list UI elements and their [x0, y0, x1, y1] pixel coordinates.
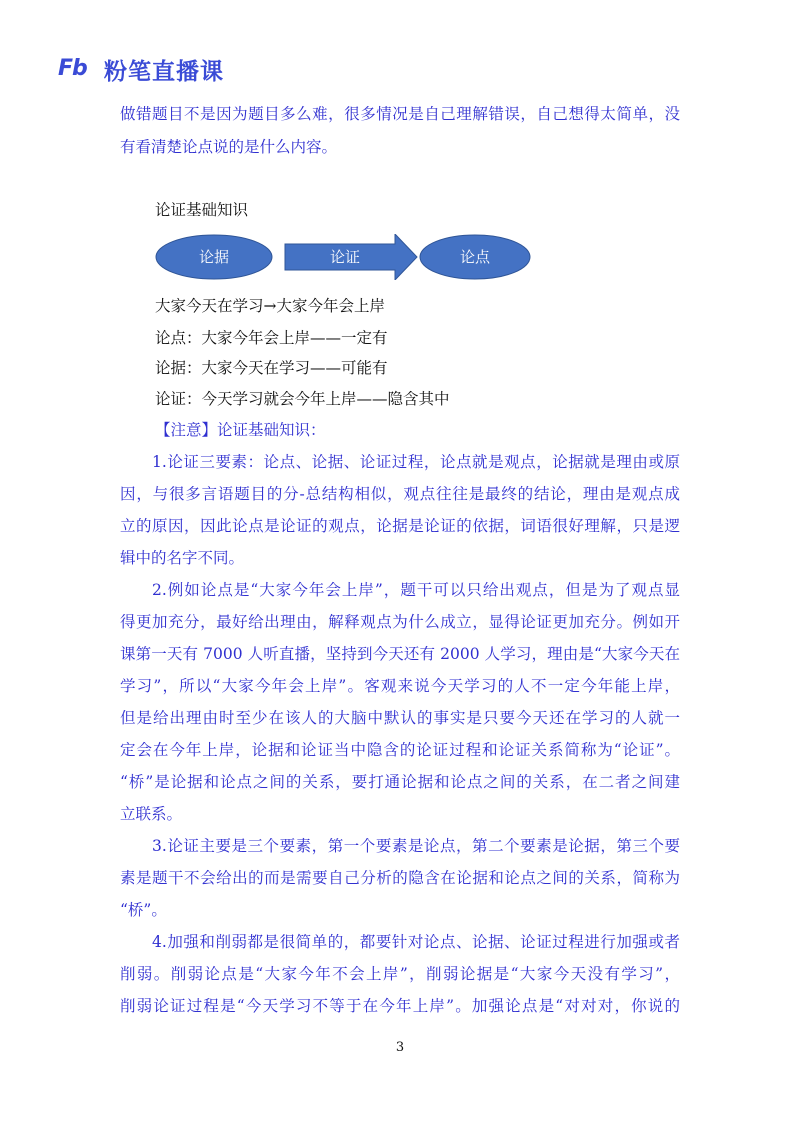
example-line: 论证：今天学习就会今年上岸——隐含其中 — [155, 390, 450, 408]
paragraph-line: 课第一天有 7000 人听直播，坚持到今天还有 2000 人学习，理由是“大家今天在 — [120, 645, 680, 663]
paragraph-line: 1.论证三要素：论点、论据、论证过程，论点就是观点，论据就是理由或原 — [152, 453, 680, 471]
paragraph-line: 但是给出理由时至少在该人的大脑中默认的事实是只要今天还在学习的人就一 — [120, 709, 680, 727]
paragraph-line: 2.例如论点是“大家今年会上岸”，题干可以只给出观点，但是为了观点显 — [152, 581, 680, 599]
paragraph-line: 定会在今年上岸，论据和论证当中隐含的论证过程和论证关系简称为“论证”。 — [120, 741, 680, 759]
paragraph-line: 4.加强和削弱都是很简单的，都要针对论点、论据、论证过程进行加强或者 — [152, 933, 680, 951]
evidence-label: 论据 — [198, 248, 230, 266]
paragraph-line: 3.论证主要是三个要素，第一个要素是论点，第二个要素是论据，第三个要 — [152, 837, 680, 855]
paragraph-line: “桥”。 — [120, 901, 167, 919]
paragraph-line: 削弱。削弱论点是“大家今年不会上岸”，削弱论据是“大家今天没有学习”， — [120, 965, 680, 983]
reasoning-label: 论证 — [329, 248, 361, 266]
page-number: 3 — [395, 1040, 405, 1055]
conclusion-label: 论点 — [459, 248, 491, 266]
logo-text: 粉笔直播课 — [104, 58, 224, 85]
paragraph-line: 立的原因，因此论点是论证的观点，论据是论证的依据，词语很好理解，只是逻 — [120, 517, 680, 535]
paragraph-line: 学习”，所以“大家今年会上岸”。客观来说今天学习的人不一定今年能上岸， — [120, 677, 680, 695]
logo — [58, 54, 224, 84]
intro-line: 有看清楚论点说的是什么内容。 — [120, 138, 338, 156]
paragraph-line: 削弱论证过程是“今天学习不等于在今年上岸”。加强论点是“对对对，你说的 — [120, 997, 680, 1015]
paragraph-line: “桥”是论据和论点之间的关系，要打通论据和论点之间的关系，在二者之间建 — [120, 773, 680, 791]
example-line: 论据：大家今天在学习——可能有 — [155, 359, 388, 377]
logo-mark-icon: Fb — [58, 56, 87, 81]
example-line: 大家今天在学习→大家今年会上岸 — [155, 297, 385, 315]
argument-diagram — [155, 234, 535, 280]
basics-title: 论证基础知识 — [155, 201, 249, 219]
paragraph-line: 得更加充分，最好给出理由，解释观点为什么成立，显得论证更加充分。例如开 — [120, 613, 680, 631]
intro-line: 做错题目不是因为题目多么难，很多情况是自己理解错误，自己想得太简单，没 — [120, 105, 680, 123]
example-line: 论点：大家今年会上岸——一定有 — [155, 329, 388, 347]
note-heading: 【注意】论证基础知识： — [155, 421, 326, 439]
paragraph-line: 辑中的名字不同。 — [120, 549, 245, 567]
paragraph-line: 因，与很多言语题目的分-总结构相似，观点往往是最终的结论，理由是观点成 — [120, 485, 680, 503]
paragraph-line: 素是题干不会给出的而是需要自己分析的隐含在论据和论点之间的关系，简称为 — [120, 869, 680, 887]
paragraph-line: 立联系。 — [120, 805, 183, 823]
